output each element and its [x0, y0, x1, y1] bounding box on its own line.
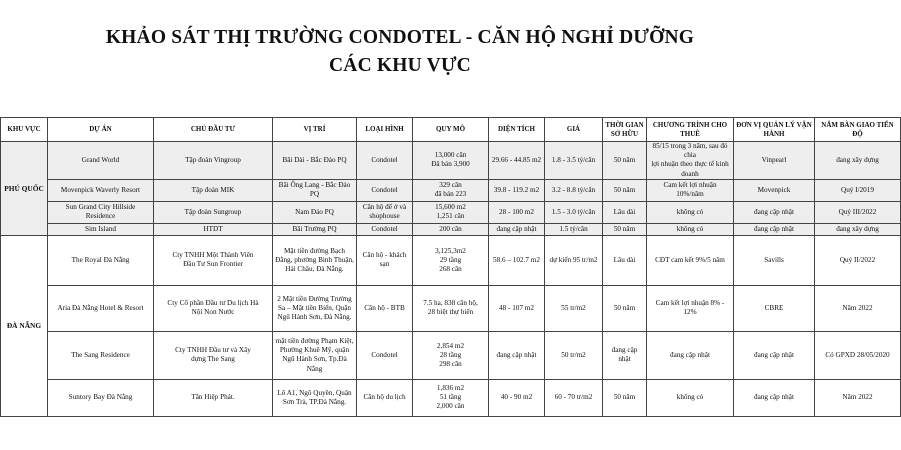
cell-investor: Cty TNHH Đầu tư và Xây dựng The Sang [154, 331, 273, 379]
cell-project: Sun Grand City Hillside Residence [48, 201, 154, 223]
table-row [1, 201, 901, 223]
cell-location: mặt tiền đường Phạm Kiệt, Phường Khuê Mỹ, quận Ngũ Hành Sơn, Tp.Đà Nẵng [273, 331, 357, 379]
cell-scale: 2,854 m2 28 tầng 298 căn [413, 331, 489, 379]
header-operator: ĐƠN VỊ QUẢN LÝ VẬN HÀNH [734, 118, 815, 142]
cell-project: Suntory Bay Đà Nẵng [48, 379, 154, 416]
cell-project: Sim Island [48, 223, 154, 235]
cell-area: 39.8 - 119.2 m2 [489, 179, 545, 201]
cell-price: 60 - 70 tr/m2 [545, 379, 603, 416]
cell-investor: Tập đoàn MIK [154, 179, 273, 201]
table-row [1, 331, 901, 379]
cell-handover: đang xây dựng [815, 142, 901, 180]
cell-project: The Sang Residence [48, 331, 154, 379]
cell-location: Bãi Dài - Bắc Đảo PQ [273, 142, 357, 180]
cell-location: Nam Đảo PQ [273, 201, 357, 223]
cell-price: 1.8 - 3.5 tỷ/căn [545, 142, 603, 180]
cell-type: Condotel [357, 179, 413, 201]
region-cell: PHÚ QUỐC [1, 142, 48, 236]
cell-type: Căn hộ du lịch [357, 379, 413, 416]
cell-scale: 329 căn đã bán 223 [413, 179, 489, 201]
header-area: DIỆN TÍCH [489, 118, 545, 142]
cell-project: Aria Đà Nẵng Hotel & Resort [48, 285, 154, 331]
cell-type: Condotel [357, 331, 413, 379]
cell-price: 1.5 tỷ/căn [545, 223, 603, 235]
cell-rental: CĐT cam kết 9%/5 năm [647, 235, 734, 285]
cell-investor: Tập đoàn Vingroup [154, 142, 273, 180]
cell-price: 1.5 - 3.0 tỷ/căn [545, 201, 603, 223]
cell-area: 29.66 - 44.85 m2 [489, 142, 545, 180]
cell-rental: Cam kết lợi nhuận 8% - 12% [647, 285, 734, 331]
cell-handover: Quý I/2019 [815, 179, 901, 201]
cell-type: Căn hộ - khách sạn [357, 235, 413, 285]
cell-ownership: 50 năm [603, 142, 647, 180]
cell-ownership: 50 năm [603, 379, 647, 416]
cell-ownership: Lâu dài [603, 201, 647, 223]
cell-investor: Tân Hiệp Phát. [154, 379, 273, 416]
cell-project: Grand World [48, 142, 154, 180]
header-investor: CHỦ ĐẦU TƯ [154, 118, 273, 142]
cell-scale: 3,125,3m2 29 tầng 268 căn [413, 235, 489, 285]
cell-rental: không có [647, 379, 734, 416]
document-subtitle: CÁC KHU VỰC [329, 55, 471, 76]
header-row [1, 118, 901, 142]
survey-body [1, 142, 901, 417]
cell-scale: 15,600 m2 1,251 căn [413, 201, 489, 223]
cell-type: Condotel [357, 142, 413, 180]
cell-project: Movenpick Waverly Resort [48, 179, 154, 201]
cell-location: Mặt tiền đường Bạch Đằng, phường Bình Thuận, Hải Châu, Đà Nẵng. [273, 235, 357, 285]
cell-rental: không có [647, 201, 734, 223]
cell-ownership: 50 năm [603, 179, 647, 201]
cell-handover: Quý III/2022 [815, 201, 901, 223]
header-project: DỰ ÁN [48, 118, 154, 142]
cell-type: Condotel [357, 223, 413, 235]
cell-investor: Cty Cổ phần Đầu tư Du lịch Hà Nội Non Nước [154, 285, 273, 331]
cell-location: 2 Mặt tiền Đường Trường Sa – Mặt tiền Biển, Quận Ngũ Hành Sơn, Đà Nẵng. [273, 285, 357, 331]
cell-operator: đang cập nhật [734, 331, 815, 379]
header-region: KHU VỰC [1, 118, 48, 142]
cell-scale: 1,836 m2 51 tầng 2,000 căn [413, 379, 489, 416]
cell-price: 50 tr/m2 [545, 331, 603, 379]
cell-area: đang cập nhật [489, 331, 545, 379]
table-row [1, 235, 901, 285]
cell-handover: Năm 2022 [815, 379, 901, 416]
cell-handover: Có GPXD 28/05/2020 [815, 331, 901, 379]
cell-rental: 85/15 trong 3 năm, sau đó chia lợi nhuận theo thực tế kinh doanh [647, 142, 734, 180]
cell-ownership: 50 năm [603, 223, 647, 235]
cell-handover: Quý II/2022 [815, 235, 901, 285]
cell-operator: CBRE [734, 285, 815, 331]
cell-operator: đang cập nhật [734, 223, 815, 235]
cell-rental: không có [647, 223, 734, 235]
cell-price: 3.2 - 8.8 tỷ/căn [545, 179, 603, 201]
header-handover: NĂM BÀN GIAO TIẾN ĐỘ [815, 118, 901, 142]
cell-investor: HTDT [154, 223, 273, 235]
header-rental: CHƯƠNG TRÌNH CHO THUÊ [647, 118, 734, 142]
cell-area: 28 - 100 m2 [489, 201, 545, 223]
document-title: KHẢO SÁT THỊ TRƯỜNG CONDOTEL - CĂN HỘ NGHỈ DƯỠNG [105, 27, 695, 48]
survey-table [0, 117, 901, 417]
cell-operator: Vinpearl [734, 142, 815, 180]
cell-area: 58.6 – 102.7 m2 [489, 235, 545, 285]
header-scale: QUY MÔ [413, 118, 489, 142]
cell-scale: 7.5 ha, 838 căn hộ, 28 biệt thự biển [413, 285, 489, 331]
cell-location: Bãi Trường PQ [273, 223, 357, 235]
cell-type: Căn hộ - BTB [357, 285, 413, 331]
cell-rental: đang cập nhật [647, 331, 734, 379]
table-row [1, 142, 901, 180]
header-price: GIÁ [545, 118, 603, 142]
cell-location: Lô A1, Ngô Quyền, Quận Sơn Trà, TP.Đà Nẵng. [273, 379, 357, 416]
cell-investor: Tập đoàn Sungroup [154, 201, 273, 223]
table-row [1, 179, 901, 201]
cell-operator: đang cập nhật [734, 201, 815, 223]
cell-investor: Cty TNHH Một Thành Viên Đầu Tư Sun Frontier [154, 235, 273, 285]
table-row [1, 223, 901, 235]
cell-project: The Royal Đà Nẵng [48, 235, 154, 285]
cell-area: đang cập nhật [489, 223, 545, 235]
cell-handover: đang xây dựng [815, 223, 901, 235]
table-row [1, 379, 901, 416]
cell-operator: Savills [734, 235, 815, 285]
cell-ownership: 50 năm [603, 285, 647, 331]
cell-price: 55 tr/m2 [545, 285, 603, 331]
cell-price: dự kiến 95 tr/m2 [545, 235, 603, 285]
table-row [1, 285, 901, 331]
cell-location: Bãi Ông Lang - Bắc Đảo PQ [273, 179, 357, 201]
cell-area: 40 - 90 m2 [489, 379, 545, 416]
header-ownership: THỜI GIAN SỞ HỮU [603, 118, 647, 142]
cell-scale: 200 căn [413, 223, 489, 235]
cell-area: 48 - 107 m2 [489, 285, 545, 331]
cell-operator: đang cập nhật [734, 379, 815, 416]
cell-rental: Cam kết lợi nhuận 10%/năm [647, 179, 734, 201]
header-type: LOẠI HÌNH [357, 118, 413, 142]
cell-handover: Năm 2022 [815, 285, 901, 331]
cell-operator: Movenpick [734, 179, 815, 201]
cell-scale: 13,000 căn Đã bán 3,900 [413, 142, 489, 180]
region-cell: ĐÀ NẴNG [1, 235, 48, 416]
cell-ownership: đang cập nhật [603, 331, 647, 379]
cell-ownership: Lâu dài [603, 235, 647, 285]
header-location: VỊ TRÍ [273, 118, 357, 142]
cell-type: Căn hộ để ở và shophouse [357, 201, 413, 223]
